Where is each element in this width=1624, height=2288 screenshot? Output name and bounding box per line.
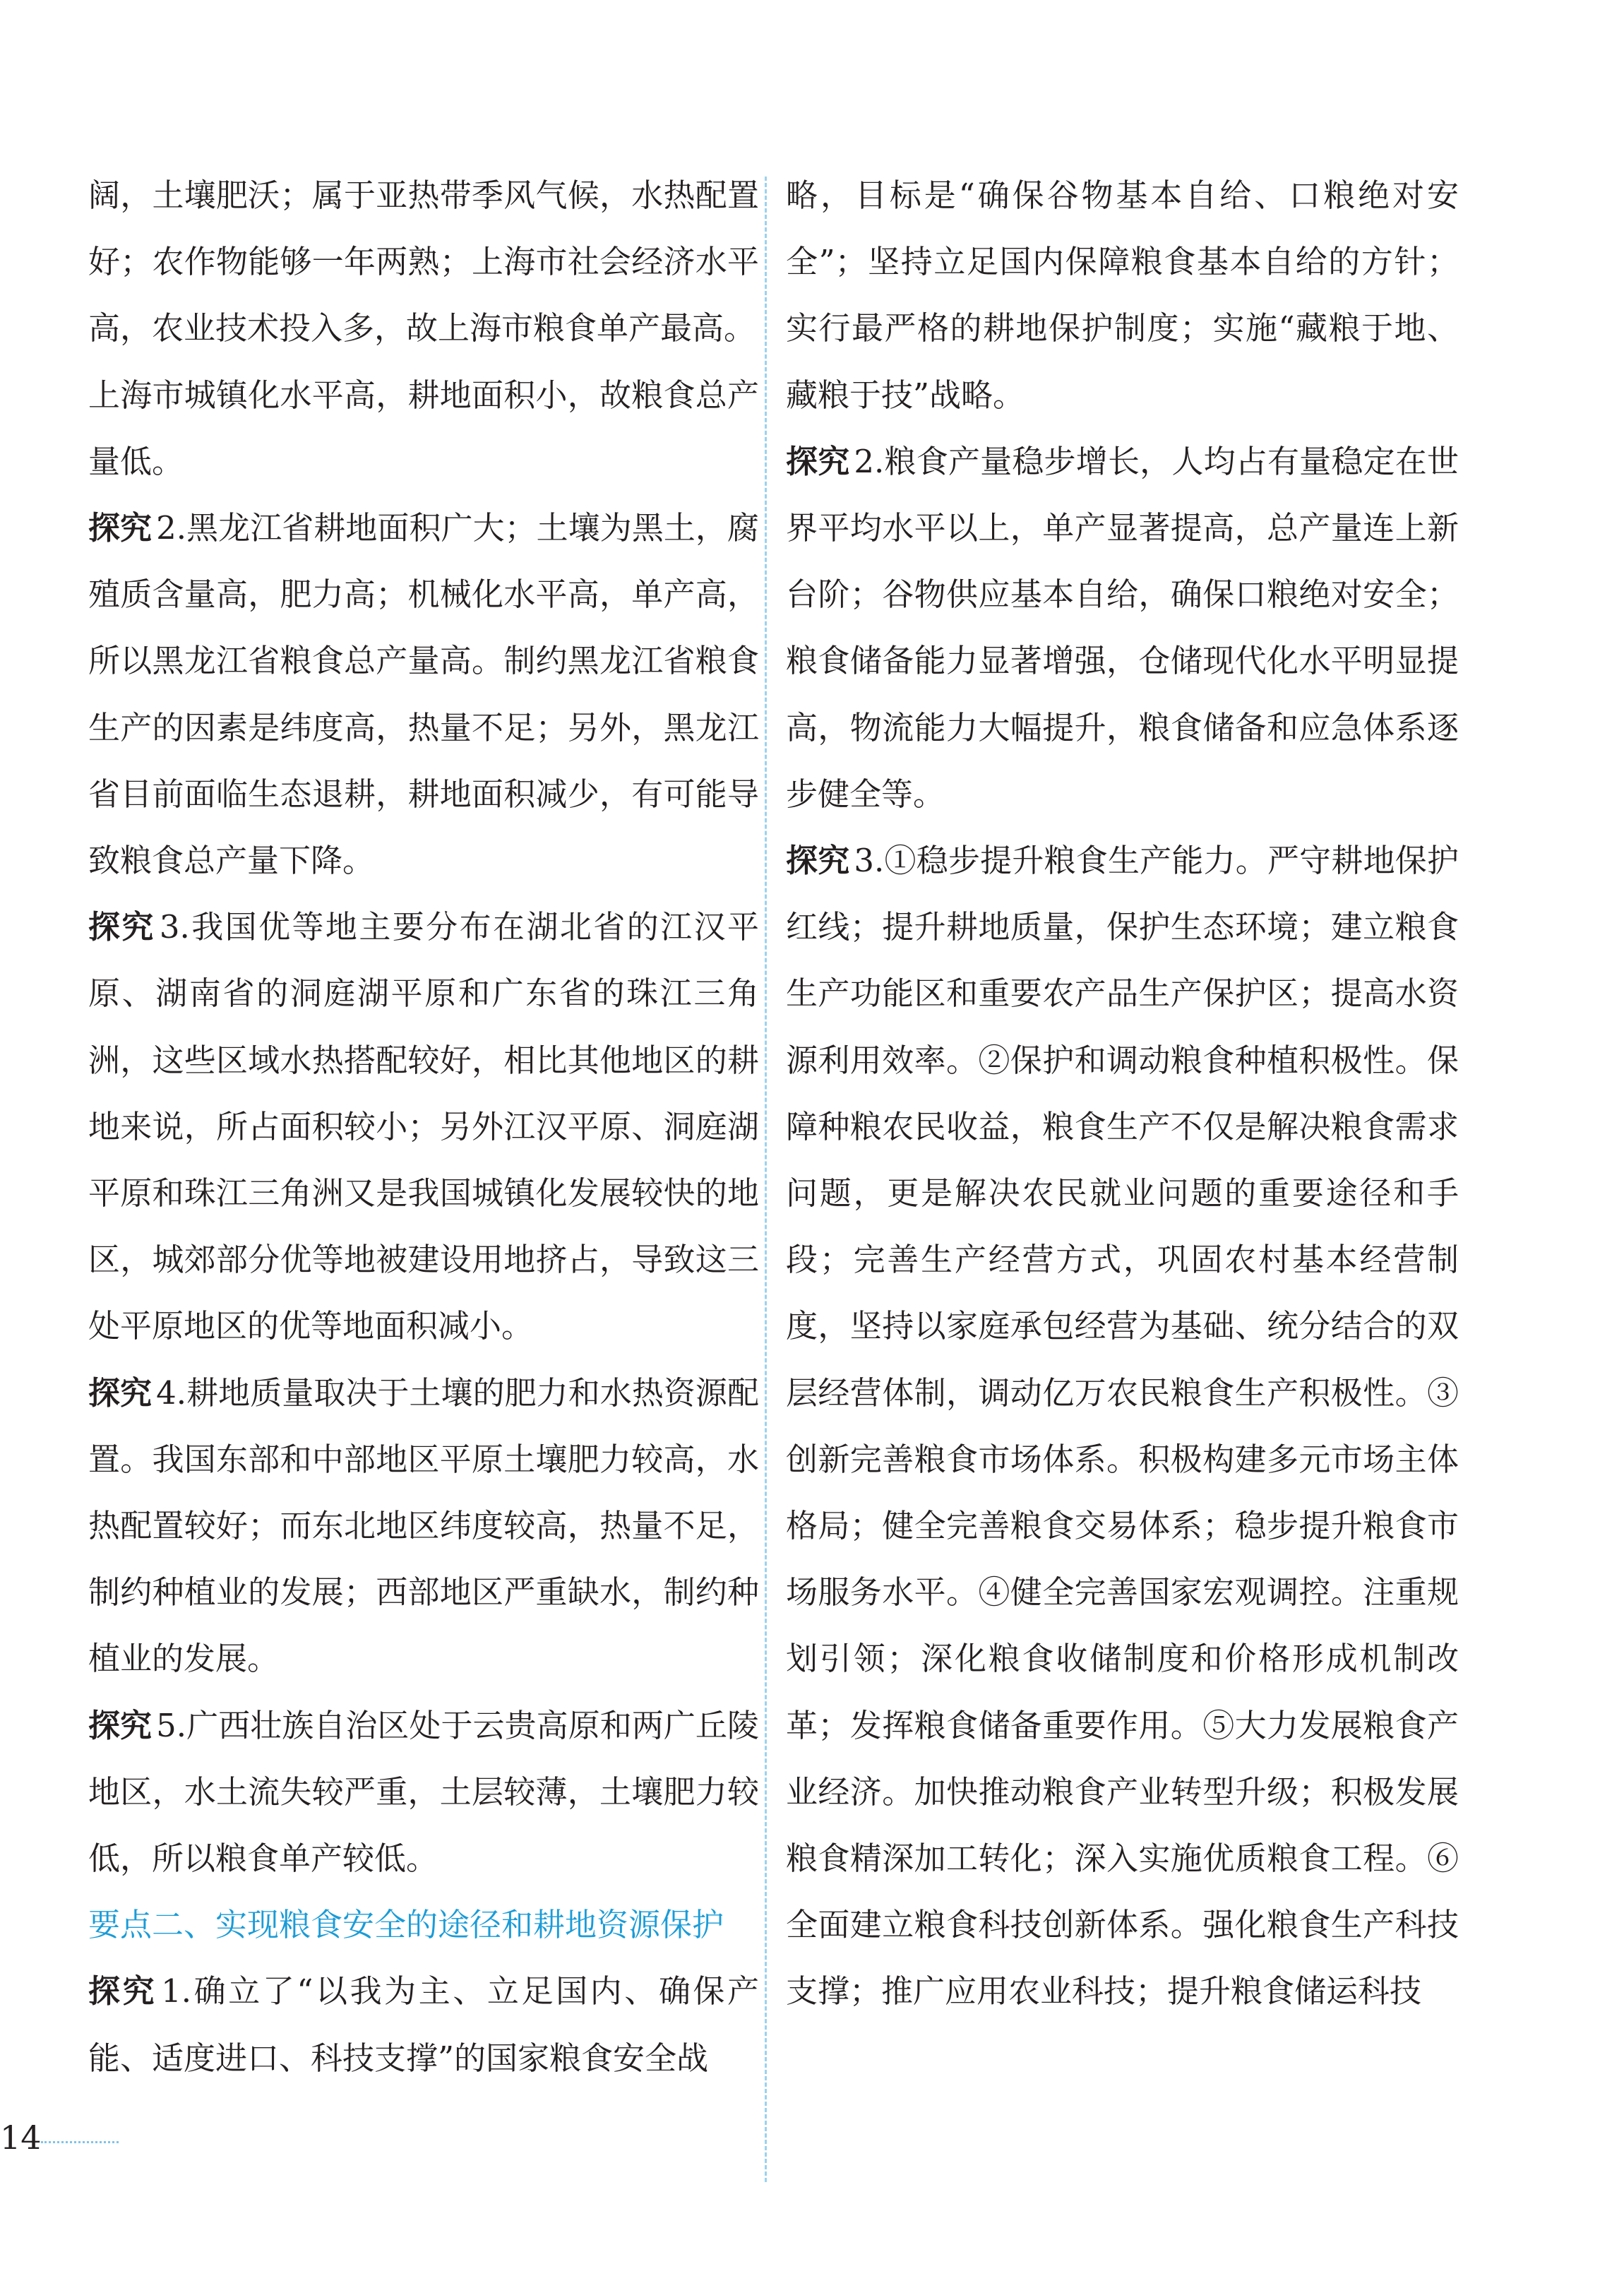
explore-label: 探究: [786, 442, 850, 480]
paragraph: [786, 828, 1459, 2025]
page-number: 14: [0, 2119, 42, 2157]
explore-label: 探究: [88, 1706, 153, 1744]
explore-label: 探究: [88, 1972, 157, 2010]
paragraph: [786, 429, 1459, 828]
paragraph-text: 2.粮食产量稳步增长，人均占有量稳定在世界平均水平以上，单产显著提高，总产量连上新台阶；谷物供应基本自给，确保口粮绝对安全；粮食储备能力显著增强，仓储现代化水平明显提高，物流能力大幅提升，粮食储备和应急体系逐步健全等。: [786, 442, 1459, 813]
paragraph-text: 3.我国优等地主要分布在湖北省的江汉平原、湖南省的洞庭湖平原和广东省的珠江三角洲，这些区域水热搭配较好，相比其他地区的耕地来说，所占面积较小；另外江汉平原、洞庭湖平原和珠江三角洲又是我国城镇化发展较快的地区，城郊部分优等地被建设用地挤占，导致这三处平原地区的优等地面积减小。: [88, 908, 759, 1345]
paragraph: [88, 894, 759, 1359]
paragraph: [88, 1693, 759, 1893]
paragraph-text: 4.耕地质量取决于土壤的肥力和水热资源配置。我国东部和中部地区平原土壤肥力较高，水热配置较好；而东北地区纬度较高，热量不足，制约种植业的发展；西部地区严重缺水，制约种植业的发展。: [88, 1374, 759, 1678]
paragraph-text: 5.广西壮族自治区处于云贵高原和两广丘陵地区，水土流失较严重，土层较薄，土壤肥力较低，所以粮食单产较低。: [88, 1706, 759, 1878]
explore-label: 探究: [88, 1374, 153, 1412]
left-column: [88, 162, 759, 2092]
paragraph: [88, 162, 759, 362]
paragraph: [88, 362, 759, 495]
explore-label: 探究: [88, 509, 153, 547]
right-column: [786, 162, 1459, 2025]
paragraph-text: 阔，土壤肥沃；属于亚热带季风气候，水热配置好；农作物能够一年两熟；上海市社会经济水平高，农业技术投入多，故上海市粮食单产最高。: [88, 177, 759, 347]
paragraph: [88, 495, 759, 894]
paragraph: [88, 1360, 759, 1693]
explore-label: 探究: [786, 842, 850, 880]
page-number-dots: [41, 2141, 119, 2143]
paragraph-text: 2.黑龙江省耕地面积广大；土壤为黑土，腐殖质含量高，肥力高；机械化水平高，单产高，所以黑龙江省粮食总产量高。制约黑龙江省粮食生产的因素是纬度高，热量不足；另外，黑龙江省目前面临生态退耕，耕地面积减少，有可能导致粮食总产量下降。: [88, 509, 759, 880]
section-heading: 要点二、实现粮食安全的途径和耕地资源保护: [88, 1906, 724, 1944]
paragraph: [88, 1958, 759, 2091]
column-divider: [765, 177, 767, 2182]
paragraph-text: 1.确立了“以我为主、立足国内、确保产能、适度进口、科技支撑”的国家粮食安全战: [88, 1972, 759, 2077]
explore-label: 探究: [88, 908, 155, 946]
paragraph-text: 略，目标是“确保谷物基本自给、口粮绝对安全”；坚持立足国内保障粮食基本自给的方针；实行最严格的耕地保护制度；实施“藏粮于地、藏粮于技”战略。: [786, 177, 1459, 414]
paragraph-text: 3.①稳步提升粮食生产能力。严守耕地保护红线；提升耕地质量，保护生态环境；建立粮食生产功能区和重要农产品生产保护区；提高水资源利用效率。②保护和调动粮食种植积极性。保障种粮农民收益，粮食生产不仅是解决粮食需求问题，更是解决农民就业问题的重要途径和手段；完善生产经营方式，巩固农村基本经营制度，坚持以家庭承包经营为基础、统分结合的双层经营体制，调动亿万农民粮食生产积极性。③创新完善粮食市场体系。积极构建多元市场主体格局；健全完善粮食交易体系；稳步提升粮食市场服务水平。④健全完善国家宏观调控。注重规划引领；深化粮食收储制度和价格形成机制改革；发挥粮食储备重要作用。⑤大力发展粮食产业经济。加快推动粮食产业转型升级；积极发展粮食精深加工转化；深入实施优质粮食工程。⑥全面建立粮食科技创新体系。强化粮食生产科技支撑；推广应用农业科技；提升粮食储运科技: [786, 842, 1459, 2010]
paragraph-text: 上海市城镇化水平高，耕地面积小，故粮食总产量低。: [88, 376, 759, 480]
paragraph: [786, 162, 1459, 429]
